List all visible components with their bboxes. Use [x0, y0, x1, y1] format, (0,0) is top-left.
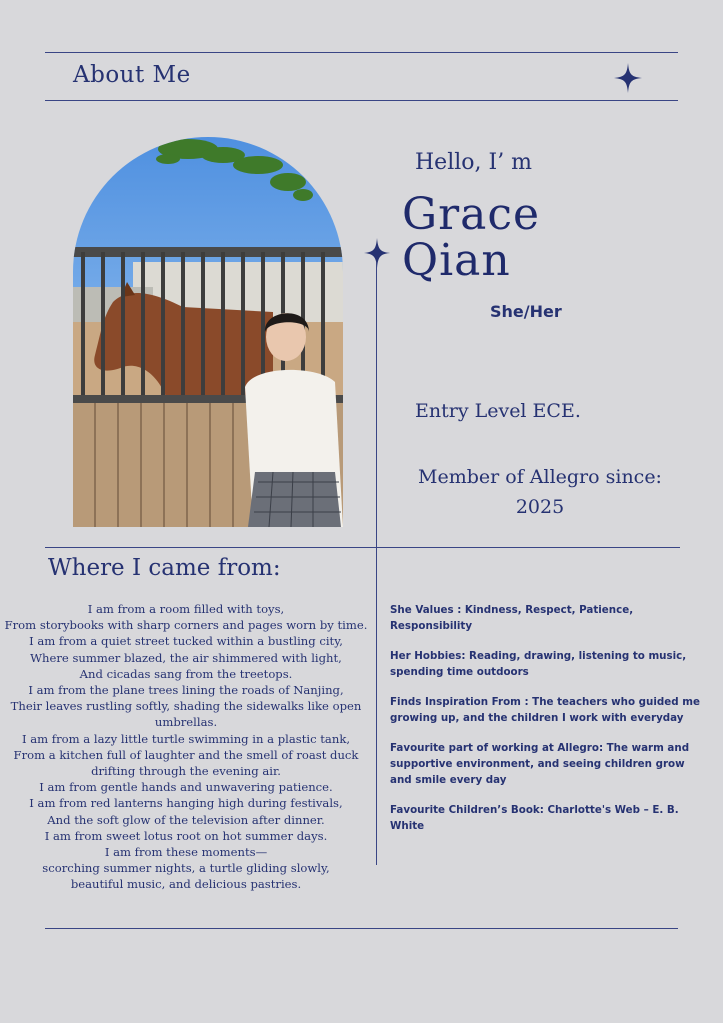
poem-line: beautiful music, and delicious pastries. [70, 877, 302, 892]
poem-line: From storybooks with sharp corners and pages worn by time. [4, 618, 368, 633]
poem-line: I am from a lazy little turtle swimming in a plastic tank, [21, 731, 351, 746]
last-name: Qian [402, 235, 511, 286]
poem-line: scorching summer nights, a turtle gliding slowly, [42, 861, 330, 876]
poem-line: I am from a quiet street tucked within a bustling city, [29, 634, 343, 649]
pronouns: She/Her [490, 302, 562, 321]
sparkle-icon [364, 238, 390, 268]
poem [0, 601, 372, 893]
poem-line: drifting through the evening air. [91, 764, 281, 779]
poem-line: umbrellas. [154, 715, 218, 730]
sparkle-icon [614, 63, 642, 93]
profile-photo [73, 137, 343, 527]
greeting: Hello, I’ m [415, 150, 533, 175]
poem-line: I am from gentle hands and unwavering patience. [39, 780, 333, 795]
header-bottom-rule [45, 100, 678, 101]
poem-line: I am from sweet lotus root on hot summer days. [44, 828, 328, 843]
membership-info [400, 462, 680, 522]
person-name [402, 189, 541, 286]
vertical-divider [376, 262, 377, 865]
middle-rule [45, 547, 680, 548]
role-title: Entry Level ECE. [415, 400, 581, 422]
first-name: Grace [402, 189, 541, 240]
poem-line: I am from a room filled with toys, [87, 602, 285, 616]
fact-inspiration: Finds Inspiration From : The teachers who guided me growing up, and the children I work with everyday [390, 696, 700, 724]
poem-line: And the soft glow of the television after dinner. [47, 812, 325, 827]
bottom-rule [45, 928, 678, 929]
poem-line: Their leaves rustling softly, shading the sidewalks like open [10, 699, 362, 714]
section-heading: Where I came from: [48, 555, 281, 581]
page-title: About Me [73, 62, 191, 88]
poem-line: Where summer blazed, the air shimmered with light, [30, 650, 342, 665]
poem-line: And cicadas sang from the treetops. [79, 666, 293, 681]
poem-line: I am from red lanterns hanging high during festivals, [29, 796, 343, 811]
poem-line: I am from the plane trees lining the roads of Nanjing, [28, 683, 344, 698]
fact-favourite-book: Favourite Children’s Book: Charlotte's Web – E. B. White [390, 804, 679, 832]
member-since-label: Member of Allegro since: [418, 466, 662, 488]
member-year: 2025 [515, 496, 565, 518]
poem-line: From a kitchen full of laughter and the smell of roast duck [13, 747, 359, 762]
facts-list [390, 603, 700, 849]
fact-hobbies: Her Hobbies: Reading, drawing, listening to music, spending time outdoors [390, 650, 687, 678]
fact-values: She Values : Kindness, Respect, Patience, Responsibility [390, 604, 634, 632]
top-rule [45, 52, 678, 53]
fact-favourite-part: Favourite part of working at Allegro: The warm and supportive environment, and seeing children grow and smile every day [390, 742, 690, 786]
poem-line: I am from these moments— [104, 845, 268, 860]
